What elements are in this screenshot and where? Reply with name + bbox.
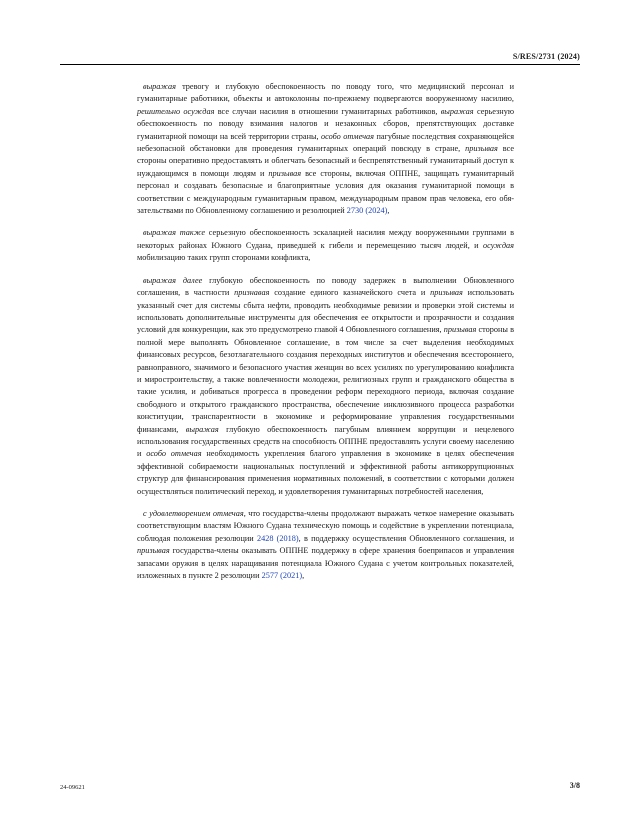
preamble-paragraph-1 (137, 81, 514, 217)
resolution-link[interactable]: 2428 (2018) (256, 533, 299, 543)
text-run: тревогу и глубокую обеспокоенность по поводу того, что медицинский персонал и гуманитарные работники, объекты и автоколонны по-прежнему подвергаются вооруженному насилию, (137, 82, 514, 104)
text-run: мобилизацию таких групп сторонами конфликта, (137, 253, 311, 263)
preamble-paragraph-4 (137, 508, 514, 582)
text-run: все стороны, включая ОППНЕ, защищать гуманитарный персонал и создавать безопасные и благоприятные условия для оказания гуманитарной помощи в соответствии с международным гуманитарным правом, международным правом прав человека, его обязательствами по Обновленному соглашению и резолюцией (137, 168, 514, 216)
text-run: глубокую обеспокоенность по поводу задержек в выполнении Обновленного соглашения, в частности (137, 275, 514, 298)
emphasized-phrase: выражая также (143, 228, 205, 238)
text-run: глубокую обеспокоенность пагубным влиянием коррупции и нецелевого использования государственных средств на способность ОППНЕ предоставлять услуги своему населению и (137, 424, 515, 459)
text-run: государства-члены оказывать ОППНЕ поддержку в сфере хранения боеприпасов и управления запасами оружия в целях наращивания потенциала Южного Судана с учетом контрольных показателей, изложенных в пункте 2 резолюции (137, 546, 514, 581)
emphasized-phrase: с удовлетворением отмечая (143, 509, 244, 518)
emphasized-phrase: призывая (465, 144, 498, 154)
emphasized-phrase: признавая (234, 288, 270, 298)
text-run: серьезную обеспокоенность эскалацией насилия между вооруженными группами в некоторых районах Южного Судана, приведшей к гибели и перемещению тысяч людей, и (137, 228, 515, 250)
text-run: , что государства-члены продолжают выражать четкое намерение оказывать соответствующим властям Южного Судана техническую помощь и содействие в укреплении потенциала, соблюдая положения резолюции (137, 509, 514, 543)
text-run: стороны в полной мере выполнять Обновленное соглашение, в том числе за счет выделения необходимых финансовых ресурсов, безотлагательного создания переходных институтов и обеспечения всестороннего, равноправного, значимого и безопасного участия женщин во всех усилиях по урегулированию конфликта и миростроительству, а также вовлеченности молодежи, религиозных групп и гражданского общества в такие усилия, и добиваться прогресса в проведении реформ переходного периода, включая создание свободного и открытого гражданского пространства, обеспечение инклюзивного процесса разработки конституции, транспарентности в экономике и реформирование управления государственными финансами, (137, 325, 514, 434)
emphasized-phrase: особо отмечая (321, 131, 375, 141)
text-run: все стороны оперативно предоставлять и облегчать безопасный и беспрепятственный гуманитарный доступ к нуждающимся в помощи людям и (137, 144, 514, 178)
preamble-paragraph-3 (137, 275, 514, 498)
text-run: создание единого казначейского счета и (269, 288, 431, 298)
text-run: все случаи насилия в отношении гуманитарных работников, (214, 106, 441, 116)
text-run: необходимость укрепления благого управления в экономике в целях обеспечения эффективной собираемости национальных поступлений и эффективной работы антикоррупционных структур для финансирования применения нормативных положений, в соответствии с которыми должен осуществляться политический переход, и удовлетворения гуманитарных потребностей населения, (137, 449, 515, 496)
emphasized-phrase: решительно осуждая (137, 106, 215, 116)
emphasized-phrase: выражая далее (143, 275, 203, 285)
text-run: , в поддержку осуществления Обновленного соглашения, и (298, 533, 515, 543)
resolution-link[interactable]: 2730 (2024) (346, 206, 388, 216)
emphasized-phrase: призывая (430, 288, 463, 298)
text-run: серьезную обеспокоенность по поводу взимания налогов и незаконных сборов, препятствующих доставке гуманитарной помощи на всей территории страны, (137, 106, 514, 141)
emphasized-phrase: призывая (268, 168, 302, 178)
text-run: , (387, 206, 390, 216)
emphasized-phrase: выражая (185, 424, 219, 434)
emphasized-phrase: осуждая (483, 240, 514, 250)
header-rule (60, 64, 580, 65)
emphasized-phrase: призывая (137, 546, 170, 556)
text-run: пагубные последствия сохраняющейся небезопасной обстановки для проведения гуманитарных операций повсюду в стране, (137, 131, 515, 154)
emphasized-phrase: выражая (440, 106, 474, 116)
emphasized-phrase: призывая (443, 325, 477, 335)
text-run: , (302, 571, 305, 581)
emphasized-phrase: особо отмечая (146, 449, 202, 459)
text-run: использовать указанный счет для системы сбыта нефти, проводить необходимые ревизии и проверки этой системы и использовать дополнительные инструменты для обеспечения ее открытости и прозрачности и создания условий для конкуренции, как это предусмотрено главой 4 Обновленного соглашения, (137, 288, 514, 335)
footer-document-number: 24-09621 (60, 784, 85, 791)
emphasized-phrase: выражая (143, 82, 176, 91)
footer-page-number: 3/8 (569, 781, 580, 790)
document-header-code: S/RES/2731 (2024) (512, 52, 580, 61)
resolution-link[interactable]: 2577 (2021) (261, 571, 303, 581)
document-body (137, 81, 514, 592)
preamble-paragraph-2 (137, 227, 514, 264)
